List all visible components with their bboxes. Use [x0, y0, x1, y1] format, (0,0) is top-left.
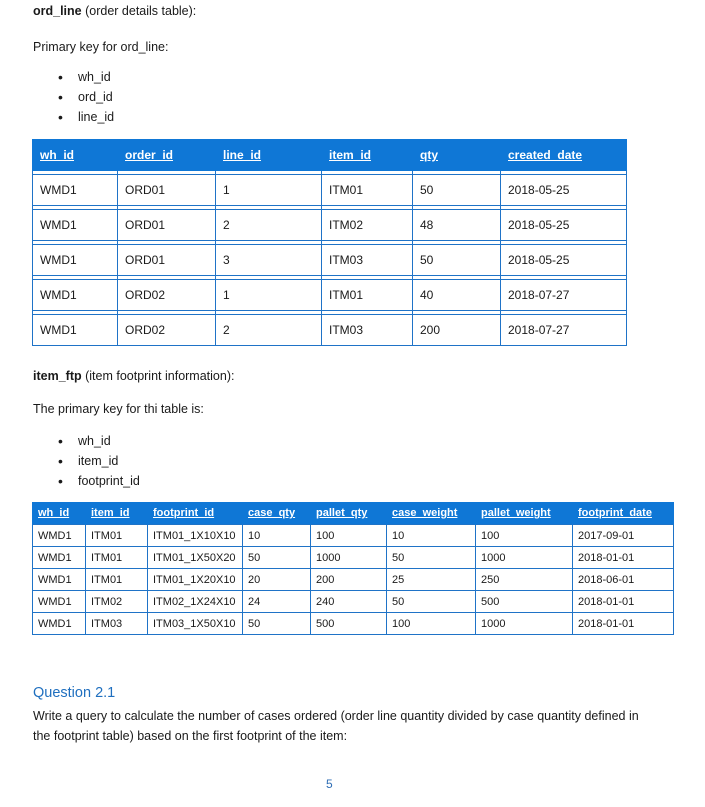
ord-line-table — [32, 139, 627, 346]
table-cell: ITM01 — [86, 547, 148, 569]
table-cell: 500 — [476, 591, 573, 613]
table-cell: 100 — [311, 525, 387, 547]
table-cell: 2018-01-01 — [573, 547, 674, 569]
column-header: footprint_date — [573, 502, 674, 525]
table-cell: 2 — [216, 315, 322, 346]
table-cell: 2018-05-25 — [501, 245, 627, 276]
table-row — [33, 280, 627, 311]
table-cell: 100 — [476, 525, 573, 547]
table-row — [33, 245, 627, 276]
table-cell: 1000 — [476, 613, 573, 635]
table-cell: ITM01_1X50X20 — [148, 547, 243, 569]
table-header-row — [33, 139, 627, 171]
table-row — [33, 525, 674, 547]
table-cell: 48 — [413, 210, 501, 241]
pk-item: • wh_id — [58, 431, 140, 451]
pk-item: • item_id — [58, 451, 140, 471]
column-header: case_weight — [387, 502, 476, 525]
column-header: footprint_id — [148, 502, 243, 525]
table-cell: 50 — [413, 175, 501, 206]
table-cell: 50 — [243, 613, 311, 635]
column-header: pallet_qty — [311, 502, 387, 525]
table-cell: WMD1 — [33, 245, 118, 276]
table-cell: 3 — [216, 245, 322, 276]
pk-item: • wh_id — [58, 67, 114, 87]
section1-pk-list — [58, 67, 114, 127]
table-cell: ORD01 — [118, 245, 216, 276]
table-cell: WMD1 — [33, 525, 86, 547]
column-header: order_id — [118, 139, 216, 171]
section2-pk-label: The primary key for thi table is: — [33, 402, 204, 416]
table-cell: ITM03 — [322, 315, 413, 346]
column-header: qty — [413, 139, 501, 171]
table-cell: 2017-09-01 — [573, 525, 674, 547]
section2-heading — [33, 369, 234, 383]
table-cell: ITM02 — [322, 210, 413, 241]
table-cell: 50 — [387, 547, 476, 569]
item-ftp-table — [32, 502, 674, 635]
table-cell: ORD01 — [118, 175, 216, 206]
section1-pk-label: Primary key for ord_line: — [33, 40, 169, 54]
table-cell: 200 — [413, 315, 501, 346]
table-cell: 50 — [387, 591, 476, 613]
table-cell: ITM01 — [86, 525, 148, 547]
table-cell: 2018-06-01 — [573, 569, 674, 591]
column-header: pallet_weight — [476, 502, 573, 525]
column-header: item_id — [86, 502, 148, 525]
table-cell: ITM03_1X50X10 — [148, 613, 243, 635]
table-row — [33, 547, 674, 569]
table-cell: 50 — [413, 245, 501, 276]
table-cell: ORD01 — [118, 210, 216, 241]
question-title: Question 2.1 — [33, 685, 116, 701]
table-cell: ITM02 — [86, 591, 148, 613]
table-cell: ITM01 — [86, 569, 148, 591]
table-cell: 24 — [243, 591, 311, 613]
table-row — [33, 569, 674, 591]
table-cell: 20 — [243, 569, 311, 591]
table-row — [33, 591, 674, 613]
table-cell: WMD1 — [33, 591, 86, 613]
table-cell: 2018-07-27 — [501, 315, 627, 346]
table-cell: 2018-05-25 — [501, 175, 627, 206]
table-cell: 250 — [476, 569, 573, 591]
table-cell: WMD1 — [33, 210, 118, 241]
table-cell: ITM01_1X10X10 — [148, 525, 243, 547]
table-cell: WMD1 — [33, 175, 118, 206]
column-header: wh_id — [33, 502, 86, 525]
table-cell: 50 — [243, 547, 311, 569]
table-cell: ITM02_1X24X10 — [148, 591, 243, 613]
table-cell: WMD1 — [33, 613, 86, 635]
table-cell: ITM03 — [322, 245, 413, 276]
table-cell: 2018-01-01 — [573, 591, 674, 613]
column-header: case_qty — [243, 502, 311, 525]
table-cell: ITM03 — [86, 613, 148, 635]
column-header: item_id — [322, 139, 413, 171]
table-cell: ORD02 — [118, 315, 216, 346]
table-cell: ITM01_1X20X10 — [148, 569, 243, 591]
table-description: (order details table): — [81, 4, 197, 18]
column-header: created_date — [501, 139, 627, 171]
question-body: Write a query to calculate the number of cases ordered (order line quantity divided by case quantity defined in the footprint table) based on the first footprint of the item: — [33, 709, 639, 743]
table-cell: 1000 — [311, 547, 387, 569]
table-cell: 25 — [387, 569, 476, 591]
table-cell: 500 — [311, 613, 387, 635]
table-cell: ITM01 — [322, 280, 413, 311]
page-number: 5 — [326, 777, 333, 791]
pk-item: • line_id — [58, 107, 114, 127]
table-cell: 2018-07-27 — [501, 280, 627, 311]
table-row — [33, 315, 627, 346]
column-header: line_id — [216, 139, 322, 171]
table-header-row — [33, 502, 674, 525]
table-cell: 2018-05-25 — [501, 210, 627, 241]
table-cell: 1 — [216, 280, 322, 311]
table-cell: 10 — [243, 525, 311, 547]
table-cell: WMD1 — [33, 315, 118, 346]
table-cell: ITM01 — [322, 175, 413, 206]
table-cell: ORD02 — [118, 280, 216, 311]
column-header: wh_id — [33, 139, 118, 171]
table-cell: 1 — [216, 175, 322, 206]
pk-item: • ord_id — [58, 87, 114, 107]
table-cell: 1000 — [476, 547, 573, 569]
table-cell: WMD1 — [33, 547, 86, 569]
table-cell: 2018-01-01 — [573, 613, 674, 635]
table-row — [33, 210, 627, 241]
table-cell: 10 — [387, 525, 476, 547]
table-cell: WMD1 — [33, 280, 118, 311]
table-row — [33, 175, 627, 206]
pk-item: • footprint_id — [58, 471, 140, 491]
table-name: item_ftp — [33, 369, 82, 383]
table-row — [33, 613, 674, 635]
table-cell: 240 — [311, 591, 387, 613]
table-cell: 200 — [311, 569, 387, 591]
section2-pk-list — [58, 431, 140, 491]
table-name: ord_line — [33, 4, 82, 18]
table-cell: 40 — [413, 280, 501, 311]
section1-heading — [33, 4, 196, 18]
table-cell: 2 — [216, 210, 322, 241]
table-cell: 100 — [387, 613, 476, 635]
table-description: (item footprint information): — [81, 369, 235, 383]
table-cell: WMD1 — [33, 569, 86, 591]
